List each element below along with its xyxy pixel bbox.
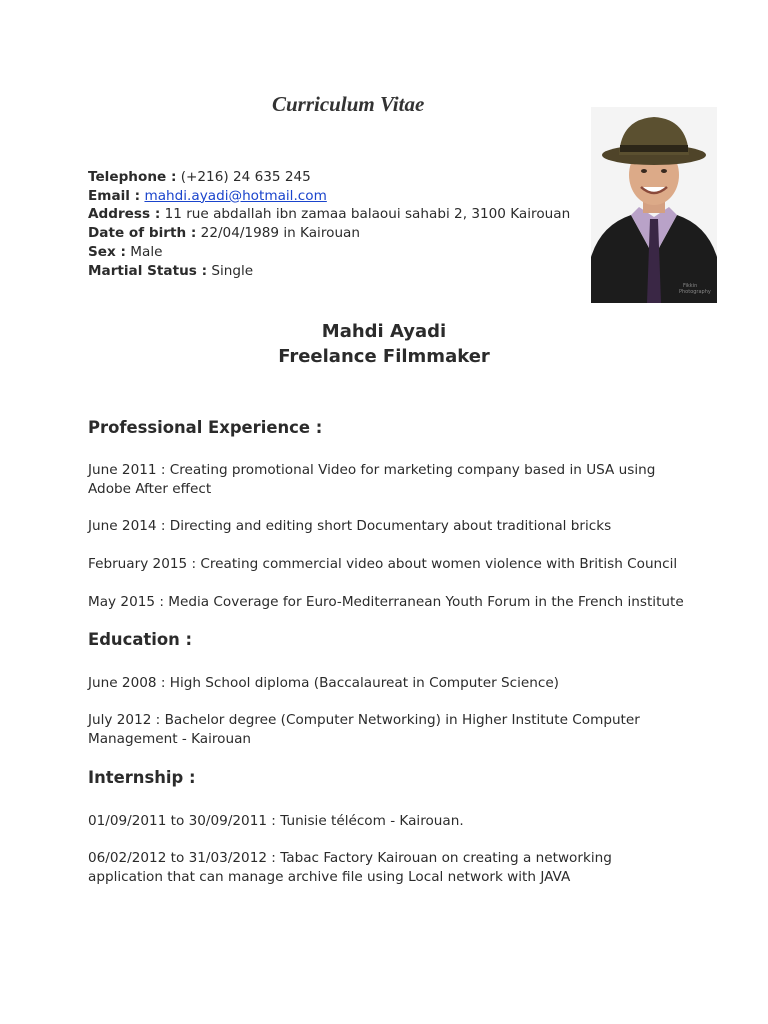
- name-block: [0, 319, 768, 369]
- dob-label: Date of birth :: [88, 225, 197, 242]
- address-label: Address :: [88, 206, 161, 223]
- person-name: Mahdi Ayadi: [321, 321, 447, 342]
- telephone-row: [88, 168, 570, 187]
- experience-item-3: February 2015 : Creating commercial video about women violence with British Council: [88, 556, 678, 572]
- svg-text:Fikkin: Fikkin: [683, 283, 698, 289]
- contact-info: [88, 168, 570, 280]
- dob-value: 22/04/1989 in Kairouan: [200, 225, 361, 242]
- internship-heading: Internship :: [88, 768, 196, 787]
- sex-label: Sex :: [88, 243, 126, 260]
- telephone-label: Telephone :: [88, 169, 177, 185]
- email-label: Email :: [88, 187, 141, 204]
- experience-item-1: June 2011 : Creating promotional Video for marketing company based in USA using Adobe After effect: [88, 462, 656, 497]
- document-title: Curriculum Vitae: [272, 92, 425, 116]
- address-row: [88, 205, 570, 224]
- internship-item-2: 06/02/2012 to 31/03/2012 : Tabac Factory Kairouan on creating a networking application that can manage archive file using Local network with JAVA: [88, 850, 612, 885]
- education-item-1: June 2008 : High School diploma (Baccalaureat in Computer Science): [88, 675, 559, 691]
- telephone-value: (+216) 24 635 245: [180, 169, 311, 185]
- marital-value: Single: [211, 262, 254, 279]
- education-heading: Education :: [88, 630, 193, 649]
- sex-value: Male: [130, 243, 163, 260]
- portrait-photo: [591, 107, 717, 303]
- experience-heading: Professional Experience :: [88, 418, 323, 437]
- portrait-photo-icon: [591, 107, 717, 303]
- marital-row: [88, 262, 570, 281]
- email-row: [88, 187, 570, 206]
- email-link[interactable]: mahdi.ayadi@hotmail.com: [144, 187, 327, 204]
- experience-item-2: June 2014 : Directing and editing short Documentary about traditional bricks: [88, 518, 612, 534]
- internship-item-1: 01/09/2011 to 30/09/2011 : Tunisie télécom - Kairouan.: [88, 813, 464, 829]
- dob-row: [88, 224, 570, 243]
- education-item-2: July 2012 : Bachelor degree (Computer Networking) in Higher Institute Computer Management - Kairouan: [88, 712, 640, 747]
- person-role: Freelance Filmmaker: [278, 346, 490, 367]
- svg-text:Photography: Photography: [679, 289, 711, 295]
- address-value: 11 rue abdallah ibn zamaa balaoui sahabi 2, 3100 Kairouan: [164, 206, 571, 223]
- sex-row: [88, 243, 570, 262]
- experience-item-4: May 2015 : Media Coverage for Euro-Mediterranean Youth Forum in the French institute: [88, 594, 684, 610]
- marital-label: Martial Status :: [88, 262, 208, 279]
